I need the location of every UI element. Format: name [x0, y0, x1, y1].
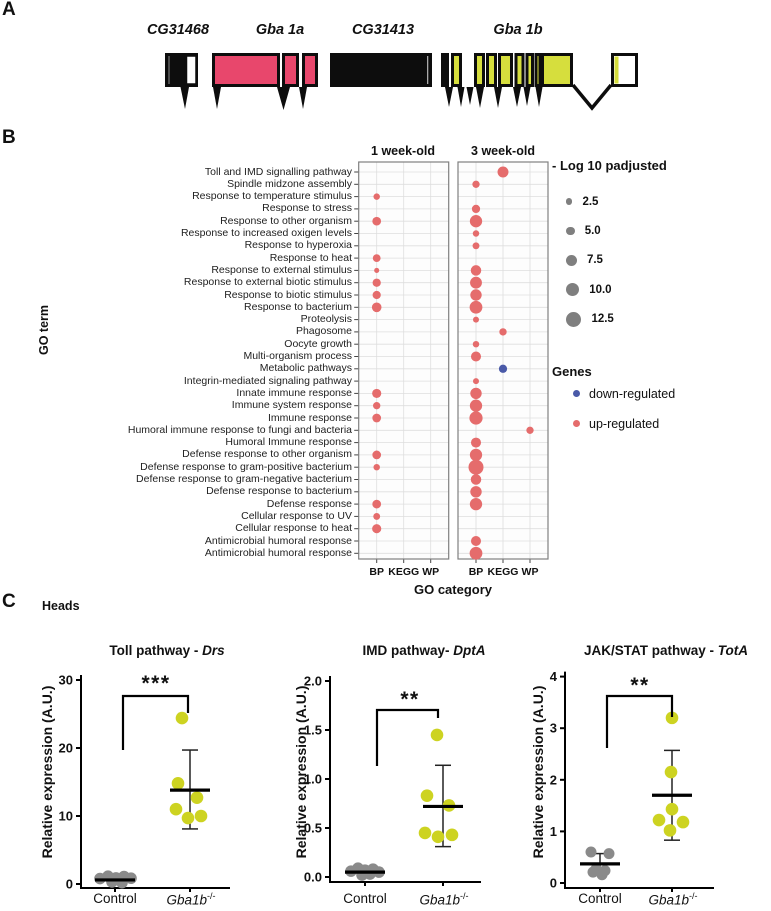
- gene-label-gba1b: Gba 1b: [493, 22, 543, 38]
- color-legend-label: up-regulated: [589, 416, 660, 431]
- go-term-label: Immune response: [267, 411, 352, 424]
- color-legend-rows: [552, 379, 767, 439]
- significance-stars: ***: [141, 672, 171, 695]
- go-dot: [470, 498, 482, 510]
- dotplot-panel-title-3week: 3 week-old: [471, 144, 535, 158]
- size-legend-item: [552, 246, 767, 275]
- data-point: [191, 791, 204, 804]
- data-point: [653, 814, 666, 827]
- go-dot: [472, 181, 479, 188]
- x-axis-title: GO category: [413, 582, 493, 597]
- go-term-label: Multi-organism process: [243, 350, 352, 362]
- plot-title-gene: DptA: [453, 643, 486, 658]
- gene-cg31468-exons: [165, 53, 198, 109]
- go-term-label: Response to external stimulus: [211, 263, 352, 276]
- go-dot: [372, 524, 381, 533]
- go-dot: [374, 268, 379, 273]
- y-tick-label: 0: [65, 876, 73, 892]
- data-point: [604, 848, 615, 859]
- color-legend-dot: [573, 420, 580, 427]
- y-tick-label: 1.0: [303, 771, 322, 787]
- group-label-gene: Gba1b: [648, 892, 690, 908]
- size-legend-circle: [566, 198, 572, 204]
- go-term-label: Defense response to gram-positive bacterium: [140, 460, 352, 473]
- go-term-label: Phagosome: [295, 325, 352, 338]
- panel-a-label: A: [2, 0, 16, 20]
- data-point: [431, 729, 444, 742]
- go-dot: [471, 438, 481, 448]
- y-axis-title: GO term: [37, 304, 51, 356]
- go-term-label: Response to increased oxigen levels: [180, 227, 352, 239]
- go-term-label: Response to biotic stimulus: [224, 288, 352, 301]
- go-dot: [372, 389, 381, 398]
- data-point: [195, 810, 208, 823]
- go-term-label: Proteolysis: [300, 313, 352, 326]
- plot-title-jakstat: [584, 643, 748, 658]
- data-point: [170, 803, 183, 816]
- data-point: [588, 867, 599, 878]
- y-tick-label: 3: [549, 720, 557, 736]
- size-legend-value: 10.0: [589, 283, 612, 296]
- go-term-label: Humoral immune response to fungi and bacteria: [127, 423, 352, 436]
- panel-c-subtitle: Heads: [42, 599, 80, 613]
- go-term-label: Defense response to other organism: [182, 448, 352, 461]
- size-legend-circle: [566, 255, 577, 266]
- go-term-label: Cellular response to heat: [235, 522, 352, 535]
- group-label-gba1b: [166, 891, 215, 908]
- gene-label-cg31413: CG31413: [351, 22, 415, 38]
- size-legend-circle: [566, 283, 579, 296]
- go-dot: [372, 217, 381, 226]
- go-dot: [372, 451, 381, 460]
- go-term-label: Defense response to gram-negative bacterium: [136, 473, 352, 485]
- plot-title-gene: TotA: [717, 643, 749, 658]
- data-point: [419, 827, 432, 840]
- go-dot: [473, 230, 479, 236]
- dotplot-legend: [552, 158, 767, 439]
- data-point: [176, 712, 189, 725]
- color-legend-label: down-regulated: [589, 386, 676, 401]
- size-legend-circle: [566, 312, 581, 327]
- data-point: [600, 865, 611, 876]
- go-dot: [470, 400, 482, 412]
- go-dot: [471, 351, 481, 361]
- go-term-label: Spindle midzone assembly: [227, 177, 352, 190]
- go-term-label: Innate immune response: [236, 386, 352, 399]
- size-legend-item: [552, 216, 767, 245]
- x-category-label: WP: [422, 566, 440, 578]
- go-term-label: Defense response: [266, 497, 352, 510]
- data-point: [677, 816, 690, 829]
- group-label-genotype-sup: -/-: [207, 891, 216, 901]
- group-label-gene: Gba1b: [419, 892, 461, 908]
- go-dot: [471, 474, 482, 485]
- data-point: [106, 876, 118, 888]
- y-tick-label: 0: [549, 875, 557, 891]
- go-dot: [470, 301, 483, 314]
- size-legend-item: [552, 187, 767, 216]
- color-legend-title: Genes: [552, 363, 592, 379]
- y-axis-label-toll: Relative expression (A.U.): [39, 685, 55, 859]
- go-term-label: Antimicrobial humoral response: [204, 546, 352, 559]
- go-dot: [526, 427, 533, 434]
- color-legend-item: [552, 409, 767, 439]
- x-category-label: BP: [468, 566, 484, 578]
- color-legend-dot: [573, 390, 580, 397]
- go-term-label: Response to other organism: [220, 214, 352, 227]
- go-dot: [473, 378, 479, 384]
- size-legend-title: - Log 10 padjusted: [552, 158, 667, 173]
- go-dot: [373, 513, 380, 520]
- y-tick-label: 10: [58, 808, 73, 824]
- group-label-gba1b: [419, 891, 468, 908]
- data-point: [666, 803, 679, 816]
- go-dot: [470, 486, 481, 497]
- go-dot: [473, 242, 480, 249]
- data-point: [172, 777, 185, 790]
- y-tick-label: 0.0: [303, 869, 322, 885]
- go-dot: [471, 265, 482, 276]
- go-dot: [373, 291, 381, 299]
- go-term-label: Humoral Immune response: [225, 436, 352, 449]
- gene-label-cg31468: CG31468: [146, 22, 210, 38]
- size-legend-item: [552, 305, 767, 334]
- go-dot: [470, 215, 482, 227]
- group-label-control: Control: [93, 891, 137, 906]
- gene-gba1a-exons: [213, 55, 317, 111]
- go-dot: [372, 414, 381, 423]
- go-dot: [373, 254, 381, 262]
- y-tick-label: 0.5: [303, 820, 322, 836]
- gene-label-gba1a: Gba 1a: [255, 22, 305, 38]
- go-dot: [470, 449, 482, 461]
- go-term-label: Response to bacterium: [244, 300, 352, 313]
- go-dot: [373, 402, 380, 409]
- size-legend-rows: [552, 187, 767, 334]
- size-legend-value: 12.5: [591, 313, 614, 326]
- significance-stars: **: [400, 688, 420, 711]
- x-category-label: BP: [369, 566, 384, 578]
- go-dot: [499, 328, 506, 335]
- gene-gba1b-exons: [441, 53, 637, 108]
- gene-cg31413-exons: [330, 53, 432, 87]
- go-term-label: Oocyte growth: [284, 337, 352, 350]
- group-label-control: Control: [343, 891, 387, 906]
- panel-c-label: C: [2, 591, 16, 612]
- x-category-label: WP: [521, 566, 539, 578]
- go-dot: [372, 303, 382, 313]
- size-legend-circle: [566, 227, 575, 236]
- size-legend-value: 2.5: [582, 195, 599, 208]
- data-point: [665, 766, 678, 779]
- y-axis-label-imd: Relative expression (A.U.): [293, 685, 309, 859]
- go-term-label: Response to heat: [269, 251, 352, 264]
- go-dot: [469, 460, 484, 475]
- y-tick-label: 2: [549, 772, 557, 788]
- go-term-label: Cellular response to UV: [241, 509, 352, 522]
- data-point: [432, 831, 445, 844]
- panel-b-label: B: [2, 127, 16, 148]
- size-legend-value: 7.5: [586, 254, 603, 267]
- go-dot: [472, 205, 480, 213]
- data-point: [364, 868, 376, 880]
- go-dot: [470, 289, 481, 300]
- go-term-label: Integrin-mediated signaling pathway: [183, 374, 352, 387]
- data-point: [586, 847, 597, 858]
- x-category-label: KEGG: [388, 566, 420, 578]
- plot-title-imd: [362, 643, 485, 658]
- y-tick-label: 4: [549, 669, 557, 685]
- size-legend-item: [552, 275, 767, 304]
- group-label-genotype-sup: -/-: [689, 891, 698, 901]
- go-dot: [470, 547, 483, 560]
- go-dot: [499, 365, 507, 373]
- go-term-label: Immune system response: [231, 399, 352, 412]
- y-tick-label: 1: [549, 823, 557, 839]
- go-term-label: Antimicrobial humoral response: [204, 534, 352, 547]
- y-tick-label: 1.5: [303, 722, 322, 738]
- go-dot: [373, 464, 379, 470]
- significance-bracket: [377, 710, 438, 766]
- go-dot: [470, 277, 482, 289]
- data-point: [446, 829, 459, 842]
- color-legend-item: [552, 379, 767, 409]
- go-dot: [469, 411, 482, 424]
- y-tick-label: 20: [58, 740, 73, 756]
- go-term-label: Response to stress: [262, 202, 352, 215]
- significance-bracket: [607, 696, 672, 748]
- go-term-label: Response to hyperoxia: [244, 239, 352, 252]
- go-dot: [471, 536, 481, 546]
- go-dot: [373, 279, 381, 287]
- go-dot: [372, 500, 381, 509]
- go-dot: [470, 388, 481, 399]
- plot-title-toll: [109, 643, 224, 658]
- group-label-gba1b: [648, 891, 697, 908]
- plot-title-text: JAK/STAT pathway -: [583, 643, 718, 658]
- go-dot: [473, 317, 479, 323]
- gene-structure-diagram: [0, 0, 771, 130]
- go-term-label: Metabolic pathways: [259, 362, 352, 375]
- go-dot: [498, 167, 509, 178]
- go-term-label: Defense response to bacterium: [206, 485, 352, 498]
- group-label-genotype-sup: -/-: [460, 891, 469, 901]
- y-axis-label-jakstat: Relative expression (A.U.): [530, 685, 546, 859]
- data-point: [182, 812, 195, 825]
- significance-stars: **: [630, 674, 650, 697]
- go-dot: [373, 193, 379, 199]
- plot-title-gene: Drs: [202, 643, 225, 658]
- go-term-label: Response to temperature stimulus: [192, 190, 352, 203]
- plot-title-text: IMD pathway-: [362, 643, 454, 658]
- x-category-label: KEGG: [487, 566, 519, 578]
- y-tick-label: 2.0: [303, 673, 322, 689]
- data-point: [421, 789, 434, 802]
- y-tick-label: 30: [58, 672, 73, 688]
- group-label-control: Control: [578, 891, 622, 906]
- dotplot-panel-title-1week: 1 week-old: [371, 144, 435, 158]
- plot-title-text: Toll pathway -: [109, 643, 203, 658]
- group-label-gene: Gba1b: [166, 892, 208, 908]
- go-term-label: Response to external biotic stimulus: [183, 276, 352, 289]
- go-term-label: Toll and IMD signalling pathway: [204, 165, 352, 178]
- data-point: [664, 824, 677, 837]
- size-legend-value: 5.0: [584, 225, 601, 238]
- go-dot: [473, 341, 479, 347]
